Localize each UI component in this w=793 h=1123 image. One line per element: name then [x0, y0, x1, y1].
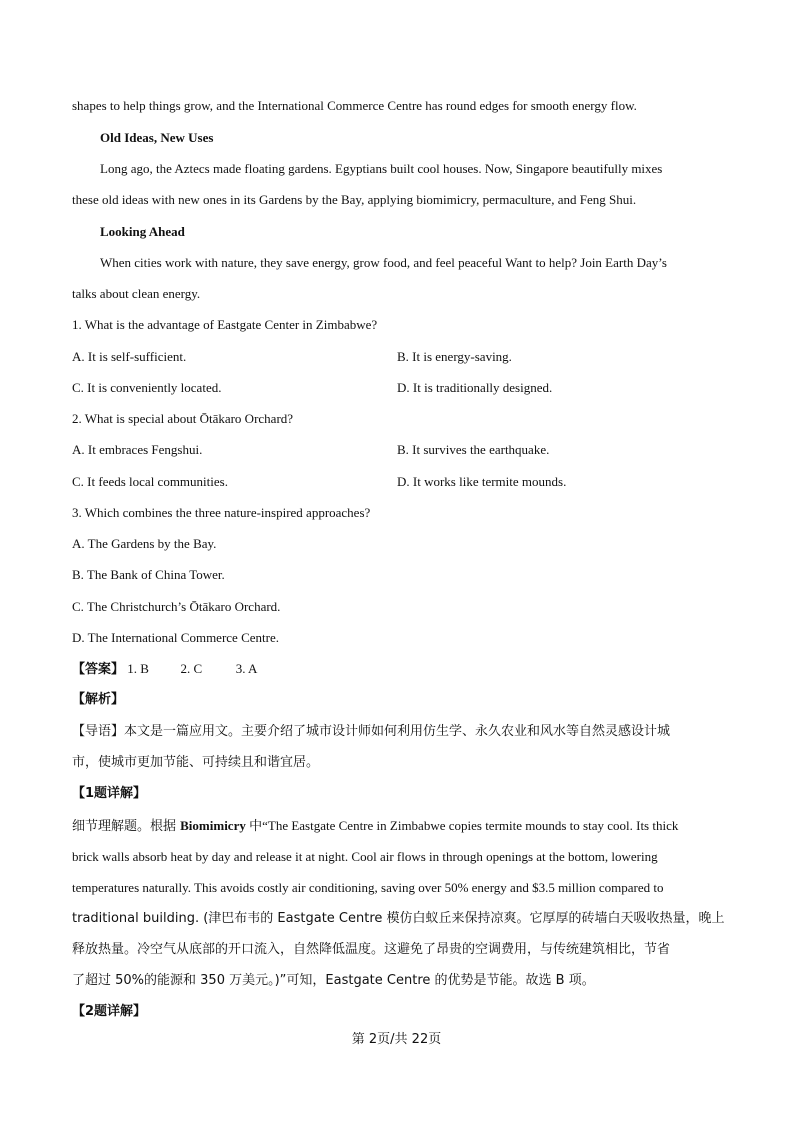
option-a: A. It embraces Fengshui. [72, 442, 203, 457]
answer-2: 2. C [180, 661, 203, 676]
answer-label: 【答案】 [72, 662, 125, 677]
option-c: C. It feeds local communities. [72, 474, 228, 489]
option-d: D. It works like termite mounds. [397, 474, 567, 489]
q1-detail-line [72, 818, 722, 835]
answer-3: 3. A [235, 661, 258, 676]
question-stem: 1. What is the advantage of Eastgate Center in Zimbabwe? [72, 317, 378, 332]
option-c: C. It is conveniently located. [72, 380, 222, 395]
option-a: A. It is self-sufficient. [72, 349, 187, 364]
q1-detail-prefix: 细节理解题。根据 [72, 819, 181, 834]
option-b: B. It survives the earthquake. [397, 442, 550, 457]
passage-line: When cities work with nature, they save energy, grow food, and feel peaceful Want to help? Join Earth Day’s [100, 255, 667, 270]
option-b: B. It is energy-saving. [397, 349, 512, 364]
question-stem: 2. What is special about Ōtākaro Orchard? [72, 411, 294, 426]
answer-1: 1. B [127, 661, 149, 676]
passage-line: talks about clean energy. [72, 286, 201, 301]
option-d: D. It is traditionally designed. [397, 380, 553, 395]
q1-detail-keyword: Biomimicry [180, 818, 246, 833]
option-d: D. The International Commerce Centre. [72, 630, 279, 645]
answer-line [72, 661, 722, 678]
guide-line: 【导语】本文是一篇应用文。主要介绍了城市设计师如何利用仿生学、永久农业和风水等自然灵感设计城 [72, 724, 671, 739]
passage-line: these old ideas with new ones in its Gardens by the Bay, applying biomimicry, permaculture, and Feng Shui. [72, 192, 637, 207]
passage-line: Long ago, the Aztecs made floating gardens. Egyptians built cool houses. Now, Singapore beautifully mixes [100, 161, 663, 176]
passage-line: shapes to help things grow, and the International Commerce Centre has round edges for smooth energy flow. [72, 98, 637, 113]
q2-detail-label: 【2题详解】 [72, 1004, 147, 1019]
section-heading-looking-ahead: Looking Ahead [100, 224, 185, 239]
option-c: C. The Christchurch’s Ōtākaro Orchard. [72, 599, 281, 614]
guide-line: 市，使城市更加节能、可持续且和谐宜居。 [72, 755, 320, 770]
q1-detail-line: brick walls absorb heat by day and release it at night. Cool air flows in through openings at the bottom, lowering [72, 849, 658, 864]
q1-detail-line: traditional building. (津巴布韦的 Eastgate Centre 模仿白蚁丘来保持凉爽。它厚厚的砖墙白天吸收热量，晚上 [72, 911, 725, 926]
page-number: 第 2页/共 22页 [351, 1032, 442, 1047]
q1-detail-line: temperatures naturally. This avoids costly air conditioning, saving over 50% energy and $3.5 million compared to [72, 880, 664, 895]
option-b: B. The Bank of China Tower. [72, 567, 225, 582]
q1-detail-line: 了超过 50%的能源和 350 万美元。)”可知，Eastgate Centre 的优势是节能。故选 B 项。 [72, 973, 595, 988]
option-a: A. The Gardens by the Bay. [72, 536, 217, 551]
q1-detail-line: 释放热量。冷空气从底部的开口流入，自然降低温度。这避免了昂贵的空调费用，与传统建筑相比，节省 [72, 942, 671, 957]
question-stem: 3. Which combines the three nature-inspired approaches? [72, 505, 371, 520]
analysis-label: 【解析】 [72, 692, 125, 707]
q1-detail-quote: 中“The Eastgate Centre in Zimbabwe copies termite mounds to stay cool. Its thick [245, 818, 679, 833]
section-heading-old-ideas: Old Ideas, New Uses [100, 130, 214, 145]
q1-detail-label: 【1题详解】 [72, 786, 147, 801]
